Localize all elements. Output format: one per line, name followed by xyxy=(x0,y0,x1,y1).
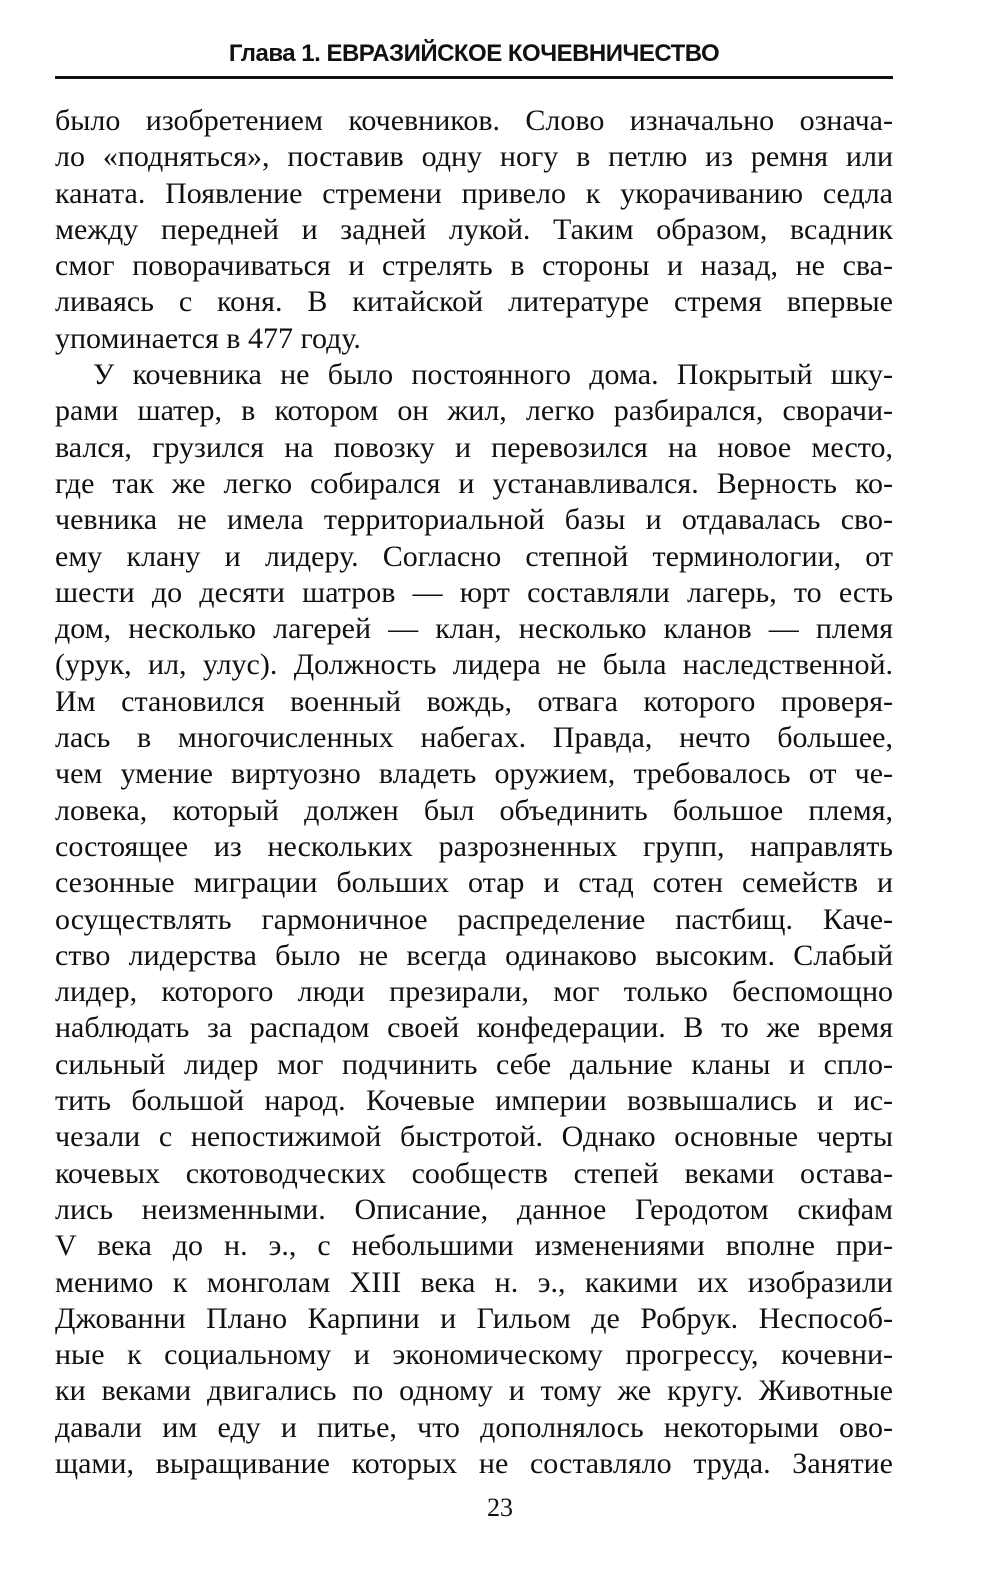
text-line: смог поворачиваться и стрелять в стороны и назад, не сва- xyxy=(55,249,893,283)
text-line: V века до н. э., с небольшими изменениями вполне при- xyxy=(55,1229,893,1263)
running-header: Глава 1. ЕВРАЗИЙСКОЕ КОЧЕВНИЧЕСТВО xyxy=(228,40,720,67)
page-number: 23 xyxy=(487,1493,513,1522)
text-line: состоящее из нескольких разрозненных групп, направлять xyxy=(55,829,893,863)
text-line: между передней и задней лукой. Таким образом, всадник xyxy=(55,212,893,246)
text-line: ство лидерства было не всегда одинаково высоким. Слабый xyxy=(55,938,893,972)
text-line: чем умение виртуозно владеть оружием, требовалось от че- xyxy=(55,757,893,791)
text-line: лась в многочисленных набегах. Правда, нечто большее, xyxy=(55,721,893,755)
text-line: наблюдать за распадом своей конфедерации. В то же время xyxy=(55,1011,893,1045)
paragraph-2 xyxy=(55,357,893,1482)
text-line: чезали с непостижимой быстротой. Однако основные черты xyxy=(55,1120,893,1154)
text-line: сезонные миграции больших отар и стад сотен семейств и xyxy=(55,866,893,900)
header-rule xyxy=(55,76,893,79)
text-line: шести до десяти шатров — юрт составляли лагерь, то есть xyxy=(55,575,893,609)
text-line: менимо к монголам XIII века н. э., какими их изобразили xyxy=(55,1265,893,1299)
text-line: каната. Появление стремени привело к укорачиванию седла xyxy=(55,176,893,210)
text-line: щами, выращивание которых не составляло труда. Занятие xyxy=(55,1446,893,1480)
text-line: Им становился военный вождь, отвага которого проверя- xyxy=(55,684,893,718)
text-line: сильный лидер мог подчинить себе дальние кланы и спло- xyxy=(55,1047,893,1081)
text-line: ки веками двигались по одному и тому же кругу. Животные xyxy=(55,1374,893,1408)
text-line: ловека, который должен был объединить большое племя, xyxy=(55,793,893,827)
paragraph-1 xyxy=(55,103,893,357)
text-line: кочевых скотоводческих сообществ степей веками остава- xyxy=(55,1156,893,1190)
text-line: ные к социальному и экономическому прогрессу, кочевни- xyxy=(55,1338,893,1372)
text-line: было изобретением кочевников. Слово изначально означа- xyxy=(55,104,893,137)
text-line: ему клану и лидеру. Согласно степной терминологии, от xyxy=(55,539,893,573)
text-line: рами шатер, в котором он жил, легко разбирался, сворачи- xyxy=(55,394,893,428)
text-line: (урук, ил, улус). Должность лидера не была наследственной. xyxy=(55,648,893,682)
text-line: Джованни Плано Карпини и Гильом де Робрук. Неспособ- xyxy=(55,1301,893,1335)
text-line: упоминается в 477 году. xyxy=(55,321,361,355)
text-line: ло «подняться», поставив одну ногу в петлю из ремня или xyxy=(55,140,893,174)
text-line: тить большой народ. Кочевые империи возвышались и ис- xyxy=(55,1084,893,1118)
text-line: ливаясь с коня. В китайской литературе стремя впервые xyxy=(55,285,893,319)
text-line: вался, грузился на повозку и перевозился на новое место, xyxy=(55,430,893,464)
text-line: чевника не имела территориальной базы и отдавалась сво- xyxy=(55,503,893,537)
text-line: лись неизменными. Описание, данное Геродотом скифам xyxy=(55,1192,893,1226)
text-line: давали им еду и питье, что дополнялось некоторыми ово- xyxy=(55,1410,893,1444)
text-line: дом, несколько лагерей — клан, несколько кланов — племя xyxy=(55,612,893,646)
text-line: осуществлять гармоничное распределение пастбищ. Каче- xyxy=(55,902,893,936)
text-line: где так же легко собирался и устанавливался. Верность ко- xyxy=(55,466,893,500)
text-line: У кочевника не было постоянного дома. Покрытый шку- xyxy=(93,358,893,392)
body-text xyxy=(55,103,893,1482)
text-line: лидер, которого люди презирали, мог только беспомощно xyxy=(55,975,893,1009)
